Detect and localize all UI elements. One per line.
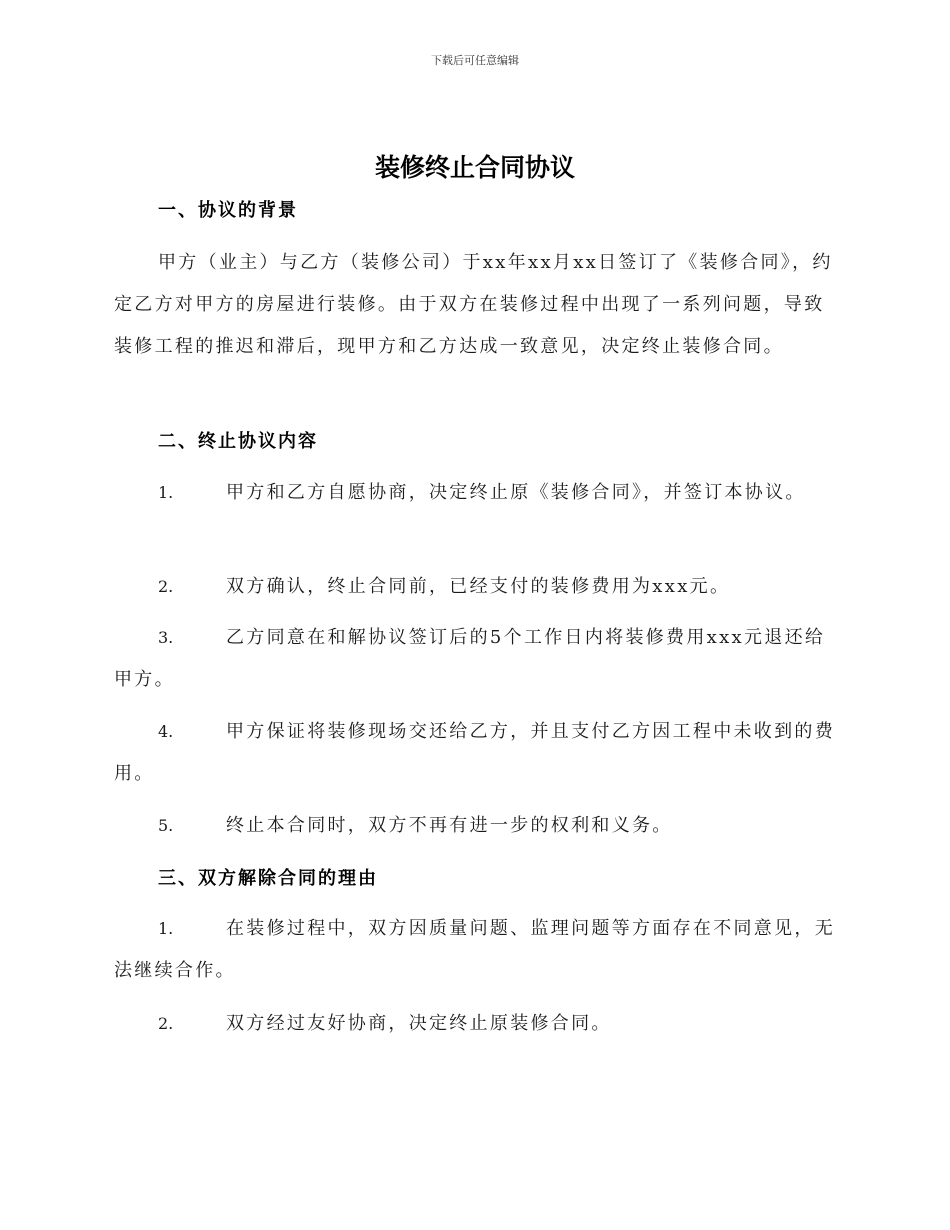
list-item-text: 乙方同意在和解协议签订后的5个工作日内将装修费用xxx元退还给甲方。	[114, 627, 826, 690]
list-item-number: 3.	[158, 628, 174, 647]
list-item-text: 甲方保证将装修现场交还给乙方，并且支付乙方因工程中未收到的费用。	[114, 721, 835, 784]
list-item-text: 在装修过程中，双方因质量问题、监理问题等方面存在不同意见，无法继续合作。	[114, 918, 835, 981]
list-item	[114, 566, 836, 608]
section-background-paragraph: 甲方（业主）与乙方（装修公司）于xx年xx月xx日签订了《装修合同》，约定乙方对甲方的房屋进行装修。由于双方在装修过程中出现了一系列问题，导致装修工程的推迟和滞后，现甲方和乙方达成一致意见，决定终止装修合同。	[114, 252, 833, 357]
section-heading-background: 一、协议的背景	[158, 200, 298, 221]
list-item-number: 1.	[158, 483, 174, 502]
list-item-text: 双方确认，终止合同前，已经支付的装修费用为xxx元。	[226, 576, 731, 597]
page-header-note: 下载后可任意编辑	[431, 54, 519, 67]
list-item	[114, 711, 836, 795]
list-item-number: 4.	[158, 722, 174, 741]
section-heading-termination-reasons: 三、双方解除合同的理由	[158, 868, 378, 889]
list-item-number: 1.	[158, 919, 174, 938]
list-item-number: 2.	[158, 577, 174, 596]
list-item-text: 双方经过友好协商，决定终止原装修合同。	[226, 1013, 612, 1034]
list-item-text: 甲方和乙方自愿协商，决定终止原《装修合同》，并签订本协议。	[226, 482, 806, 503]
section-heading-termination-content: 二、终止协议内容	[158, 431, 318, 452]
list-item	[114, 472, 836, 514]
list-item	[114, 617, 836, 701]
document-title: 装修终止合同协议	[374, 153, 575, 182]
list-item	[114, 908, 836, 992]
list-item	[114, 805, 836, 847]
list-item	[114, 1003, 836, 1045]
list-item-number: 2.	[158, 1014, 174, 1033]
list-item-text: 终止本合同时，双方不再有进一步的权利和义务。	[226, 815, 673, 836]
list-item-number: 5.	[158, 816, 174, 835]
